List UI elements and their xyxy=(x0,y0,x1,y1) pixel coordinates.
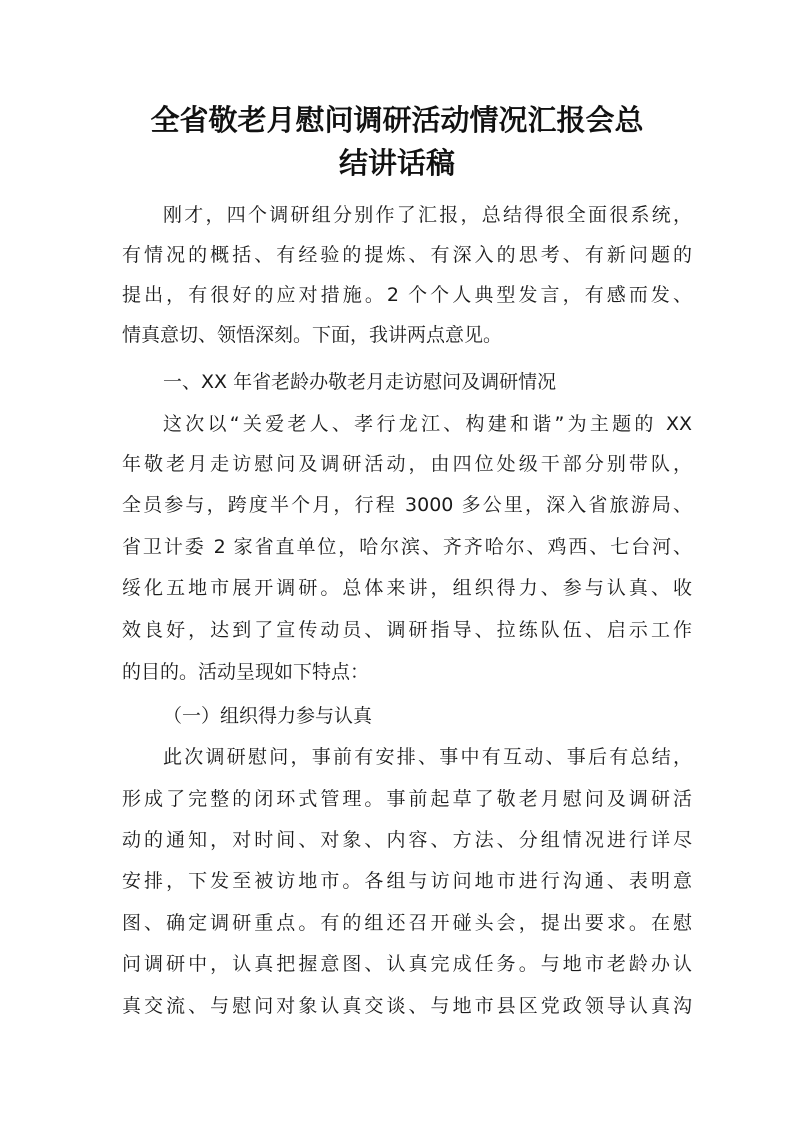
paragraph-line: 安排，下发至被访地市。各组与访问地市进行沟通、表明意 xyxy=(122,870,692,892)
paragraph-line: 形成了完整的闭环式管理。事前起草了敬老月慰问及调研活 xyxy=(122,788,692,810)
paragraph-line: 省卫计委 2 家省直单位，哈尔滨、齐齐哈尔、鸡西、七台河、 xyxy=(122,536,692,558)
paragraph-line: 全员参与，跨度半个月，行程 3000 多公里，深入省旅游局、 xyxy=(122,494,692,516)
paragraph-line: 刚才，四个调研组分别作了汇报，总结得很全面很系统， xyxy=(163,204,692,226)
document-title-line-1: 全省敬老月慰问调研活动情况汇报会总 xyxy=(150,103,644,137)
paragraph-line: 的目的。活动呈现如下特点： xyxy=(122,661,370,683)
subsection-heading: （一）组织得力参与认真 xyxy=(163,705,373,727)
paragraph-line: 此次调研慰问，事前有安排、事中有互动、事后有总结， xyxy=(163,746,692,768)
paragraph-line: 提出，有很好的应对措施。2 个个人典型发言，有感而发、 xyxy=(122,284,692,306)
paragraph-line: 有情况的概括、有经验的提炼、有深入的思考、有新问题的 xyxy=(122,244,692,266)
paragraph-line: 这次以“关爱老人、孝行龙江、构建和谐”为主题的 XX xyxy=(163,413,692,435)
section-heading: 一、XX 年省老龄办敬老月走访慰问及调研情况 xyxy=(163,371,557,393)
paragraph-line: 图、确定调研重点。有的组还召开碰头会，提出要求。在慰 xyxy=(122,912,692,934)
paragraph-line: 真交流、与慰问对象认真交谈、与地市县区党政领导认真沟 xyxy=(122,995,692,1017)
paragraph-line: 问调研中，认真把握意图、认真完成任务。与地市老龄办认 xyxy=(122,953,692,975)
paragraph-line: 效良好，达到了宣传动员、调研指导、拉练队伍、启示工作 xyxy=(122,619,692,641)
paragraph-line: 动的通知，对时间、对象、内容、方法、分组情况进行详尽 xyxy=(122,829,692,851)
document-title-line-2: 结讲话稿 xyxy=(338,146,455,180)
paragraph-line: 情真意切、领悟深刻。下面，我讲两点意见。 xyxy=(122,324,503,346)
paragraph-line: 年敬老月走访慰问及调研活动，由四位处级干部分别带队， xyxy=(122,453,692,475)
paragraph-line: 绥化五地市展开调研。总体来讲，组织得力、参与认真、收 xyxy=(122,577,692,599)
